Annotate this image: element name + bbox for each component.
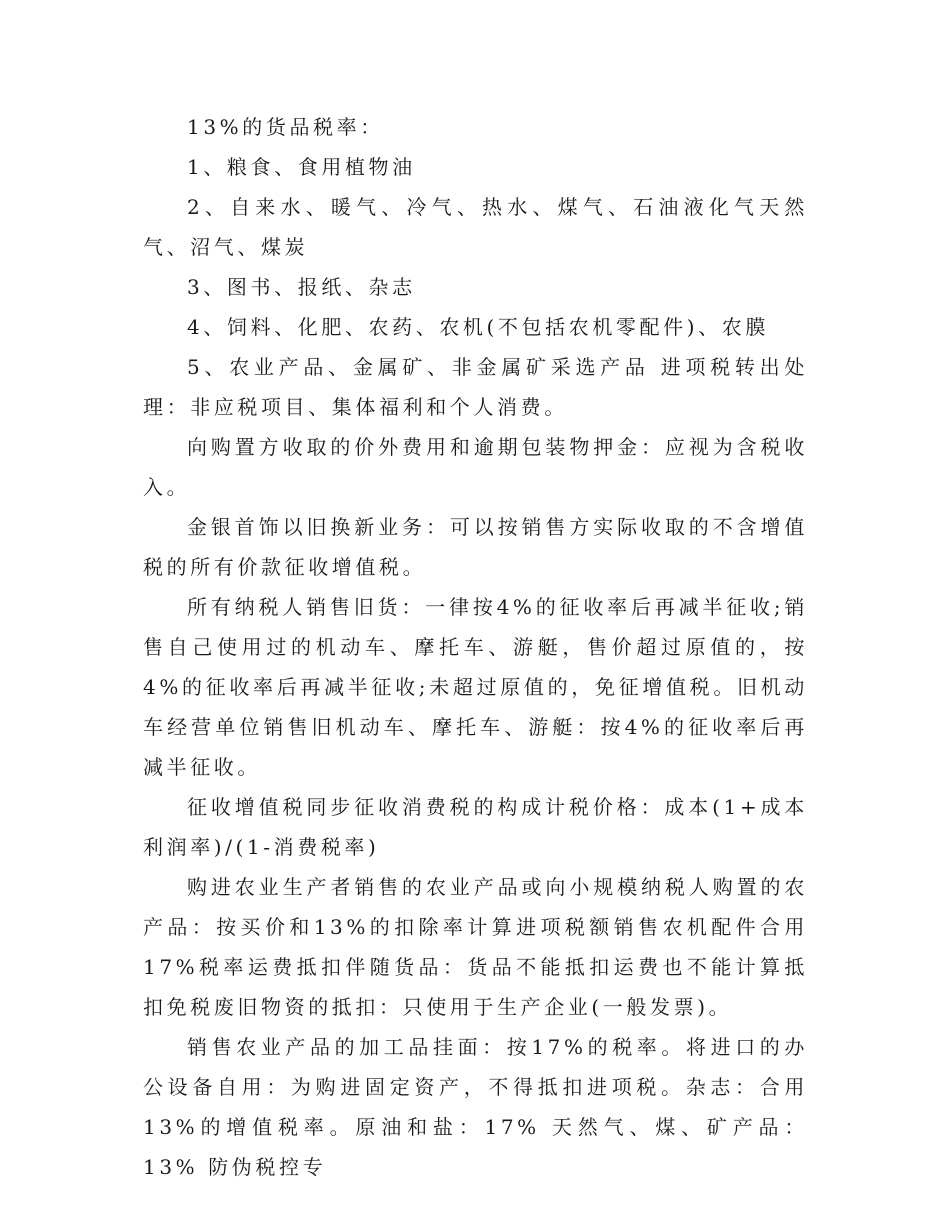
paragraph-agri-purchase: 购进农业生产者销售的农业产品或向小规模纳税人购置的农产品：按买价和13%的扣除率计算进项税额销售农机配件合用17%税率运费抵扣伴随货品：货品不能抵扣运费也不能计算抵扣免税废旧物资的抵扣：只使用于生产企业(一般发票)。	[143, 875, 808, 1019]
list-item-grain: 1、粮食、食用植物油	[187, 155, 416, 179]
paragraph-consumption-tax: 征收增值税同步征收消费税的构成计税价格：成本(1+成本利润率)/(1-消费税率)	[143, 795, 808, 859]
document-body	[143, 107, 808, 1187]
paragraph-extra-fees: 向购置方收取的价外费用和逾期包装物押金：应视为含税收入。	[143, 435, 808, 499]
list-item-publications: 3、图书、报纸、杂志	[187, 275, 416, 299]
list-item-utilities: 2、自来水、暖气、冷气、热水、煤气、石油液化气天然气、沼气、煤炭	[143, 195, 808, 259]
paragraph-used-goods: 所有纳税人销售旧货：一律按4%的征收率后再减半征收;销售自己使用过的机动车、摩托车、游艇，售价超过原值的，按4%的征收率后再减半征收;未超过原值的，免征增值税。旧机动车经营单位销售旧机动车、摩托车、游艇：按4%的征收率后再减半征收。	[143, 595, 808, 779]
list-item-agri-inputs: 4、饲料、化肥、农药、农机(不包括农机零配件)、农膜	[187, 315, 769, 339]
paragraph-jewelry: 金银首饰以旧换新业务：可以按销售方实际收取的不含增值税的所有价款征收增值税。	[143, 515, 808, 579]
paragraph-heading: 13%的货品税率：	[187, 115, 384, 139]
paragraph-processed-products: 销售农业产品的加工品挂面：按17%的税率。将进口的办公设备自用：为购进固定资产，不得抵扣进项税。杂志：合用13%的增值税率。原油和盐：17% 天然气、煤、矿产品：13% 防伪税控专	[143, 1035, 808, 1179]
list-item-agri-products: 5、农业产品、金属矿、非金属矿采选产品 进项税转出处理：非应税项目、集体福利和个人消费。	[143, 355, 808, 419]
